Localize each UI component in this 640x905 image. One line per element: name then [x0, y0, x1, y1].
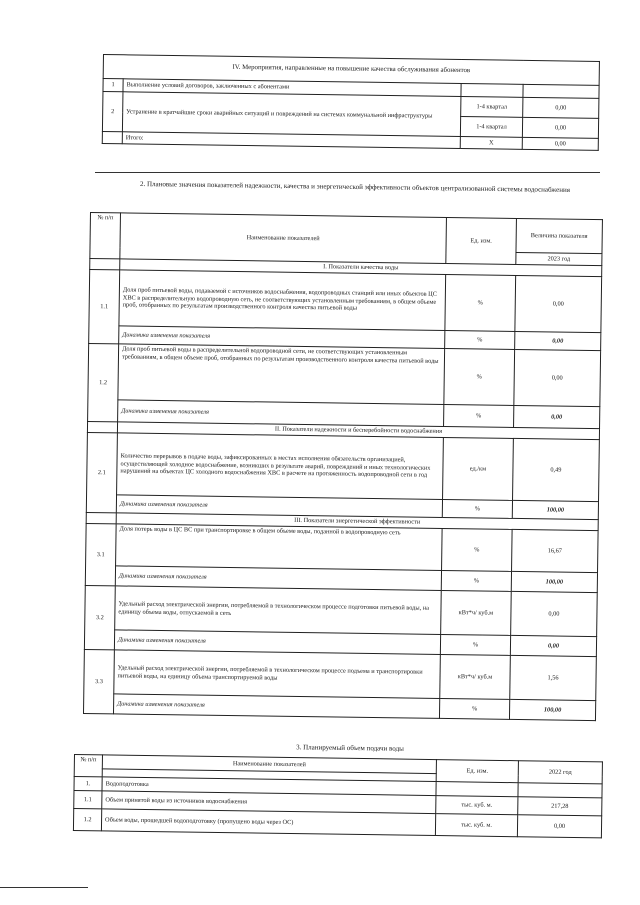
table-row — [87, 432, 600, 501]
row-name: Итого: — [122, 132, 460, 149]
row-unit: % — [442, 528, 513, 571]
dynamics-label: Динамика изменения показателя — [113, 694, 439, 719]
row-value: 0,00 — [522, 117, 598, 138]
row-num: 1.2 — [73, 809, 101, 831]
row-period: 1-4 квартал — [460, 116, 522, 137]
row-num: 1.2 — [88, 343, 119, 421]
row-num: 1.1 — [74, 791, 102, 809]
header-num: № п/п — [74, 755, 102, 777]
dynamics-unit: % — [445, 330, 515, 349]
dynamics-label: Динамика изменения показателя — [114, 630, 440, 655]
header-num: № п/п — [90, 213, 121, 259]
row-unit: % — [444, 348, 515, 405]
footer-line — [0, 887, 88, 888]
row-num: 3.1 — [85, 523, 116, 585]
row-value: 0,49 — [513, 438, 600, 501]
row-name: Удельный расход электрической энергии, потребляемой в технологическом процессе подъема и транспортировки питьевой воды, на единицу объема транспортируемой воды — [114, 650, 441, 699]
row-value: 0,00 — [522, 137, 598, 150]
row-unit: % — [445, 274, 516, 331]
table-row — [84, 649, 597, 700]
header-name: Наименование показателей — [120, 213, 447, 264]
group-title-quality: I. Показатели качества воды — [120, 259, 602, 277]
row-value: 217,28 — [518, 797, 602, 816]
header-year: 2022 год — [518, 761, 602, 784]
group-title-reliability: II. Показатели надежности и бесперебойности водоснабжения — [117, 422, 599, 440]
dynamics-unit: % — [441, 570, 511, 591]
dynamics-label: Динамика изменения показателя — [116, 495, 442, 518]
dynamics-value: 0,00 — [510, 635, 596, 656]
separator-line — [95, 172, 600, 173]
row-num: 1.1 — [89, 270, 120, 344]
row-name: Количество перерывов в подаче воды, зафиксированных в местах исполнения обязательств организацией, осуществляющей холодное водоснабжение, возникших в результате аварий, повреждений и иных технологических нарушений на объектах ЦС холодного водоснабжения ХВС в расчете на протяженность водопроводной сети в год — [117, 433, 444, 500]
row-value: 0,00 — [511, 591, 598, 636]
row-name: Доля проб питьевой воды, подаваемой с источников водоснабжения, водопроводных станций или иных объектов ЦС ХВС в распределительную водопроводную сеть, не соответствующих установленным требованиям, в общем объеме проб, отобранных по результатам производственного контроля качества питьевой воды — [119, 270, 446, 331]
row-num: 2 — [102, 92, 123, 132]
row-unit — [436, 782, 518, 797]
row-unit: тыс. куб. м. — [435, 814, 517, 837]
row-period: 1-4 квартал — [461, 97, 523, 118]
row-name: Объем воды, прошедшей водоподготовку (пропущено воды через ОС) — [101, 809, 435, 836]
dynamics-unit: % — [439, 698, 509, 719]
header-value: Величина показателя — [516, 218, 602, 253]
row-num: 2.1 — [86, 432, 117, 512]
row-period: Х — [460, 136, 522, 149]
dynamics-unit: % — [442, 499, 512, 518]
header-name: Наименование показателей — [102, 755, 436, 774]
group-title-energy: III. Показатели энергетической эффективности — [116, 513, 598, 531]
row-value: 16,67 — [512, 529, 599, 572]
row-name: Устранение в кратчайшие сроки аварийных ситуаций и повреждений на системах коммунальной инфраструктуры — [122, 92, 461, 137]
row-num — [102, 131, 122, 143]
dynamics-value: 0,00 — [515, 331, 601, 350]
row-name: Выполнение условий договоров, заключенных с абонентами — [123, 79, 461, 97]
dynamics-value: 0,00 — [514, 405, 600, 428]
row-num: 1. — [74, 777, 102, 791]
dynamics-value: 100,00 — [512, 500, 598, 519]
row-name: Удельный расход электрической энергии, потребляемой в технологическом процессе подготовки питьевой воды, на единицу объема воды, отпускаемой в сеть — [115, 586, 442, 635]
row-value: 0,00 — [523, 97, 599, 118]
row-unit: ед./км — [443, 437, 514, 500]
row-unit: кВт*ч/ куб.м — [440, 654, 511, 699]
row-num: 3.3 — [83, 649, 114, 713]
section3-title: 3. Планируемый объем подачи воды — [296, 743, 404, 753]
dynamics-label: Динамика изменения показателя — [115, 566, 441, 591]
table-row — [85, 585, 598, 636]
dynamics-label: Динамика изменения показателя — [119, 326, 445, 349]
row-name: Доля потерь воды в ЦС ВС при транспортировке в общем объеме воды, поданной в водопроводную сеть — [116, 524, 443, 571]
events-table — [102, 54, 600, 151]
row-unit: тыс. куб. м. — [436, 796, 518, 815]
row-value — [518, 783, 602, 798]
row-num: 1 — [103, 79, 123, 92]
dynamics-unit: % — [444, 404, 514, 427]
row-num: 3.2 — [84, 585, 115, 649]
table-row — [88, 343, 601, 406]
row-value: 0,00 — [514, 349, 601, 406]
row-name: Водоподготовка — [102, 777, 436, 796]
dynamics-value: 100,00 — [511, 571, 597, 592]
row-name: Доля проб питьевой воды в распределительной водопроводной сети, не соответствующих установленным требованиям, в общем объеме проб, отобранных по результатам производственного контроля качества питьевой воды — [118, 344, 445, 405]
dynamics-unit: % — [440, 634, 510, 655]
row-unit: кВт*ч/ куб.м — [441, 590, 512, 635]
dynamics-label: Динамика изменения показателя — [118, 400, 444, 427]
water-volume-table — [73, 754, 603, 838]
header-unit: Ед. изм. — [446, 217, 517, 264]
table-row — [86, 523, 599, 572]
table-row — [89, 270, 602, 333]
header-unit: Ед. изм. — [436, 760, 518, 783]
dynamics-value: 100,00 — [509, 699, 595, 720]
row-value — [523, 84, 599, 98]
row-value: 0,00 — [517, 815, 601, 838]
section2-title: 2. Плановые значения показателей надежности, качества и энергетической эффективности объектов централизованной системы водоснабжения — [139, 179, 571, 195]
header-year: 2023 год — [516, 252, 602, 265]
events-title: IV. Мероприятия, направленные на повышение качества обслуживания абонентов — [103, 55, 599, 86]
row-name: Объем принятой воды из источников водоснабжения — [102, 791, 436, 814]
row-value: 1,56 — [510, 655, 597, 700]
row-period — [461, 84, 523, 98]
indicators-table — [83, 212, 603, 721]
row-value: 0,00 — [515, 275, 602, 332]
